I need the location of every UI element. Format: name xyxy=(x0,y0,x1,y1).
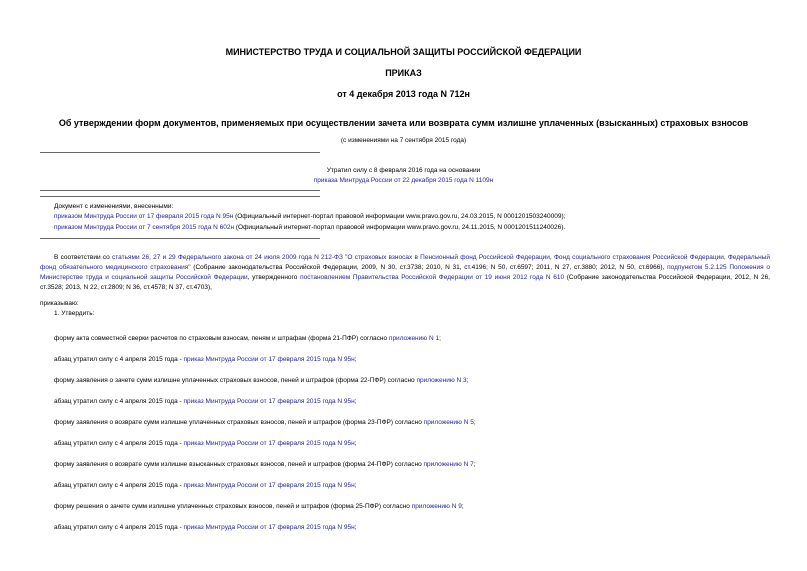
item-text: форму заявления о возврате сумм излишне взысканных страховых взносов, пеней и штрафов (форма 24-ПФР) согласно xyxy=(54,461,424,468)
order-word: приказываю: xyxy=(40,300,79,307)
item-link[interactable]: приказ Минтруда России от 17 февраля 2015 года N 95н xyxy=(183,356,355,363)
doc-type: ПРИКАЗ xyxy=(385,68,422,78)
list-item xyxy=(54,376,468,386)
list-item xyxy=(54,523,357,533)
change-item xyxy=(54,223,565,233)
item-text: абзац утратил силу с 4 апреля 2015 года - xyxy=(54,356,184,363)
item-link[interactable]: приказ Минтруда России от 17 февраля 2015 года N 95н xyxy=(183,482,355,489)
item-link[interactable]: приказ Минтруда России от 17 февраля 2015 года N 95н xyxy=(183,524,355,531)
item-tail: ; xyxy=(473,419,476,426)
item-tail: ; xyxy=(354,482,357,489)
validity-text: Утратил силу с 8 февраля 2016 года на основании xyxy=(326,167,481,174)
item-text: форму заявления о зачете сумм излишне уплаченных страховых взносов, пеней и штрафов (форма 22-ПФР) согласно xyxy=(54,377,417,384)
divider xyxy=(40,196,320,197)
item-tail: ; xyxy=(473,461,476,468)
item-link[interactable]: приложению N 1 xyxy=(388,335,440,342)
item-tail: ; xyxy=(466,377,469,384)
change-item xyxy=(54,212,565,222)
list-item xyxy=(54,481,357,491)
validity-link[interactable]: приказа Минтруда России от 22 декабря 2015 года N 1109н xyxy=(313,177,494,184)
item-tail: ; xyxy=(354,356,357,363)
doc-date-number: от 4 декабря 2013 года N 712н xyxy=(337,89,470,99)
change-link[interactable]: приказом Минтруда России от 7 сентября 2015 года N 602н xyxy=(54,224,235,231)
item-tail: ; xyxy=(354,440,357,447)
item-link[interactable]: приложению N 7 xyxy=(423,461,474,468)
clause-1: 1. Утвердить: xyxy=(54,310,95,317)
regulation-link[interactable]: подпунктом 5.2.125 Положения о Министерстве труда и социальной защиты Российской Федерации xyxy=(40,264,771,281)
item-text: форму решения о зачете сумм излишне уплаченных страховых взносов, пеней и штрафов (форма 25-ПФР) согласно xyxy=(54,503,412,510)
item-tail: ; xyxy=(461,503,464,510)
divider xyxy=(40,238,320,239)
list-item xyxy=(54,460,476,470)
list-item xyxy=(54,439,357,449)
item-link[interactable]: приказ Минтруда России от 17 февраля 2015 года N 95н xyxy=(183,398,355,405)
item-text: форму акта совместной сверки расчетов по страховым взносам, пеням и штрафам (форма 21-ПФР) согласно xyxy=(54,335,389,342)
item-link[interactable]: приказ Минтруда России от 17 февраля 2015 года N 95н xyxy=(183,440,355,447)
item-text: абзац утратил силу с 4 апреля 2015 года - xyxy=(54,440,184,447)
item-tail: ; xyxy=(354,398,357,405)
change-text: (Официальный интернет-портал правовой информации www.pravo.gov.ru, 24.11.2015, N 0001201511240026). xyxy=(234,224,566,231)
law-link[interactable]: статьями 26, 27 и 29 Федерального закона от 24 июля 2009 года N 212-ФЗ "О страховых взносах в Пенсионный фонд Российской Федерации, Фонд социального страхования Российской Федерации, Федеральный фонд обязательного медицинского страхования" xyxy=(40,254,770,271)
list-item xyxy=(54,334,441,344)
list-item xyxy=(54,397,357,407)
divider xyxy=(40,152,320,153)
item-text: абзац утратил силу с 4 апреля 2015 года - xyxy=(54,482,184,489)
item-text: абзац утратил силу с 4 апреля 2015 года - xyxy=(54,524,184,531)
list-item xyxy=(54,502,464,512)
ministry-title: МИНИСТЕРСТВО ТРУДА И СОЦИАЛЬНОЙ ЗАЩИТЫ РОССИЙСКОЙ ФЕДЕРАЦИИ xyxy=(225,47,582,57)
preamble-paragraph xyxy=(40,253,770,293)
list-item xyxy=(54,355,357,365)
item-link[interactable]: приложению N 3 xyxy=(416,377,467,384)
preamble-text: (Собрание законодательства Российской Федерации, 2012, N 26, ст.3528; 2013, N 22, ст.2809; N 36, ст.4578; N 37, ст.4703), xyxy=(40,274,770,291)
resolution-link[interactable]: постановлением Правительства Российской Федерации от 19 июня 2012 года N 610 xyxy=(300,274,565,281)
item-link[interactable]: приложению N 9 xyxy=(411,503,462,510)
item-tail: ; xyxy=(439,335,441,342)
change-link[interactable]: приказом Минтруда России от 17 февраля 2015 года N 95н xyxy=(54,213,234,220)
item-link[interactable]: приложению N 5 xyxy=(423,419,474,426)
changes-intro: Документ с изменениями, внесенными: xyxy=(54,203,174,210)
doc-subject: Об утверждении форм документов, применяемых при осуществлении зачета или возврата сумм излишне уплаченных (взысканных) страховых взносов xyxy=(58,118,749,128)
preamble-text: , утвержденного xyxy=(247,274,301,281)
preamble-text: В соответствии со xyxy=(54,254,112,261)
preamble-text: (Собрание законодательства Российской Федерации, 2009, N 30, ст.3738; 2010, N 31, ст.4196; N 50, ст.6597; 2011, N 27, ст.3880; 2012, N 50, ст.6966), xyxy=(190,264,668,271)
item-tail: ; xyxy=(354,524,357,531)
divider xyxy=(40,190,320,191)
item-text: форму заявления о возврате сумм излишне уплаченных страховых взносов, пеней и штрафов (форма 23-ПФР) согласно xyxy=(54,419,424,426)
item-text: абзац утратил силу с 4 апреля 2015 года - xyxy=(54,398,184,405)
list-item xyxy=(54,418,476,428)
change-text: (Официальный интернет-портал правовой информации www.pravo.gov.ru, 24.03.2015, N 0001201503240009); xyxy=(233,213,566,220)
amendment-note: (с изменениями на 7 сентября 2015 года) xyxy=(340,137,467,144)
